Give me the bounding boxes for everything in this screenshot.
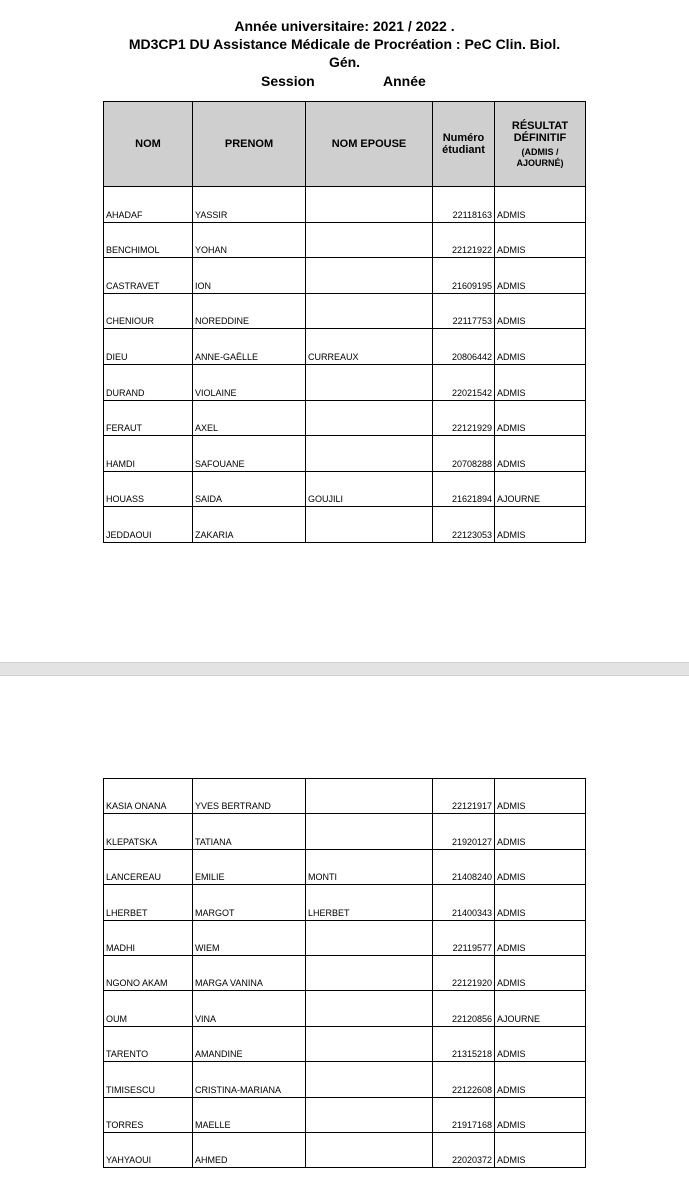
cell-numero-etudiant: 22121920 bbox=[433, 955, 495, 990]
cell-prenom: TATIANA bbox=[193, 814, 306, 849]
cell-resultat: AJOURNE bbox=[495, 991, 586, 1026]
cell-resultat: ADMIS bbox=[495, 507, 586, 543]
table-row bbox=[104, 471, 586, 507]
cell-nom: TORRES bbox=[104, 1097, 193, 1132]
cell-numero-etudiant: 22121929 bbox=[433, 400, 495, 436]
cell-nom: BENCHIMOL bbox=[104, 222, 193, 258]
cell-resultat: ADMIS bbox=[495, 436, 586, 472]
cell-nom: CASTRAVET bbox=[104, 258, 193, 294]
column-header-numero bbox=[433, 102, 495, 187]
cell-nom: KLEPATSKA bbox=[104, 814, 193, 849]
cell-nom-epouse bbox=[306, 507, 433, 543]
cell-nom: FERAUT bbox=[104, 400, 193, 436]
cell-nom: MADHI bbox=[104, 920, 193, 955]
cell-resultat: ADMIS bbox=[495, 1132, 586, 1167]
cell-numero-etudiant: 21400343 bbox=[433, 885, 495, 920]
table-row bbox=[104, 955, 586, 990]
cell-nom: TIMISESCU bbox=[104, 1062, 193, 1097]
cell-numero-etudiant: 22120856 bbox=[433, 991, 495, 1026]
cell-nom: AHADAF bbox=[104, 187, 193, 223]
cell-prenom: YASSIR bbox=[193, 187, 306, 223]
cell-nom-epouse bbox=[306, 187, 433, 223]
cell-resultat: ADMIS bbox=[495, 400, 586, 436]
cell-nom-epouse bbox=[306, 991, 433, 1026]
cell-resultat: ADMIS bbox=[495, 329, 586, 365]
cell-numero-etudiant: 20806442 bbox=[433, 329, 495, 365]
table-row bbox=[104, 222, 586, 258]
table-row bbox=[104, 507, 586, 543]
cell-prenom: ION bbox=[193, 258, 306, 294]
column-header-resultat bbox=[495, 102, 586, 187]
cell-nom-epouse bbox=[306, 955, 433, 990]
cell-nom: KASIA ONANA bbox=[104, 779, 193, 814]
table-row bbox=[104, 920, 586, 955]
cell-nom: DURAND bbox=[104, 364, 193, 400]
cell-prenom: AXEL bbox=[193, 400, 306, 436]
table-row bbox=[104, 293, 586, 329]
title-academic-year: Année universitaire: 2021 / 2022 . bbox=[234, 18, 455, 34]
cell-numero-etudiant: 22122608 bbox=[433, 1062, 495, 1097]
cell-prenom: YVES BERTRAND bbox=[193, 779, 306, 814]
cell-nom: LANCEREAU bbox=[104, 849, 193, 884]
cell-resultat: ADMIS bbox=[495, 364, 586, 400]
table-row bbox=[104, 814, 586, 849]
cell-resultat: ADMIS bbox=[495, 1062, 586, 1097]
table-body-page-2 bbox=[104, 779, 586, 1168]
cell-nom-epouse bbox=[306, 1062, 433, 1097]
table-row bbox=[104, 1097, 586, 1132]
cell-numero-etudiant: 22121922 bbox=[433, 222, 495, 258]
cell-resultat: AJOURNE bbox=[495, 471, 586, 507]
cell-resultat: ADMIS bbox=[495, 293, 586, 329]
table-row bbox=[104, 400, 586, 436]
cell-prenom: AMANDINE bbox=[193, 1026, 306, 1061]
cell-prenom: SAIDA bbox=[193, 471, 306, 507]
cell-nom-epouse bbox=[306, 814, 433, 849]
resultat-header-line3: (ADMIS / bbox=[521, 146, 559, 157]
table-row bbox=[104, 329, 586, 365]
cell-prenom: MARGOT bbox=[193, 885, 306, 920]
cell-numero-etudiant: 22021542 bbox=[433, 364, 495, 400]
table-row bbox=[104, 1062, 586, 1097]
document-page-2 bbox=[0, 676, 689, 1200]
results-table-page-2 bbox=[103, 778, 586, 1168]
cell-nom: DIEU bbox=[104, 329, 193, 365]
cell-nom-epouse: CURREAUX bbox=[306, 329, 433, 365]
cell-nom: YAHYAOUI bbox=[104, 1132, 193, 1167]
table-row bbox=[104, 779, 586, 814]
document-title bbox=[0, 17, 689, 71]
table-row bbox=[104, 849, 586, 884]
cell-nom: HOUASS bbox=[104, 471, 193, 507]
cell-prenom: VIOLAINE bbox=[193, 364, 306, 400]
annee-label: Année bbox=[383, 73, 426, 89]
cell-nom-epouse: MONTI bbox=[306, 849, 433, 884]
cell-resultat: ADMIS bbox=[495, 258, 586, 294]
cell-prenom: NOREDDINE bbox=[193, 293, 306, 329]
table-row bbox=[104, 436, 586, 472]
numero-header-line1: Numéro bbox=[442, 132, 485, 144]
cell-nom: CHENIOUR bbox=[104, 293, 193, 329]
cell-prenom: EMILIE bbox=[193, 849, 306, 884]
table-row bbox=[104, 187, 586, 223]
cell-nom-epouse bbox=[306, 400, 433, 436]
cell-prenom: YOHAN bbox=[193, 222, 306, 258]
cell-resultat: ADMIS bbox=[495, 222, 586, 258]
cell-nom-epouse bbox=[306, 920, 433, 955]
resultat-header-line2: DÉFINITIF bbox=[513, 131, 567, 144]
cell-numero-etudiant: 22119577 bbox=[433, 920, 495, 955]
cell-numero-etudiant: 22020372 bbox=[433, 1132, 495, 1167]
cell-numero-etudiant: 22123053 bbox=[433, 507, 495, 543]
cell-nom-epouse bbox=[306, 1097, 433, 1132]
cell-numero-etudiant: 21920127 bbox=[433, 814, 495, 849]
numero-header-line2: étudiant bbox=[442, 144, 485, 156]
cell-nom-epouse bbox=[306, 258, 433, 294]
cell-nom-epouse bbox=[306, 436, 433, 472]
cell-prenom: MARGA VANINA bbox=[193, 955, 306, 990]
cell-nom-epouse bbox=[306, 293, 433, 329]
cell-resultat: ADMIS bbox=[495, 955, 586, 990]
results-table-page-1 bbox=[103, 101, 586, 543]
cell-numero-etudiant: 21621894 bbox=[433, 471, 495, 507]
column-header-prenom: PRENOM bbox=[193, 102, 306, 187]
table-row bbox=[104, 991, 586, 1026]
title-diploma-continued: Gén. bbox=[328, 54, 361, 70]
table-row bbox=[104, 885, 586, 920]
session-label: Session bbox=[261, 73, 315, 89]
cell-prenom: MAELLE bbox=[193, 1097, 306, 1132]
cell-resultat: ADMIS bbox=[495, 849, 586, 884]
cell-numero-etudiant: 22117753 bbox=[433, 293, 495, 329]
cell-prenom: AHMED bbox=[193, 1132, 306, 1167]
table-row bbox=[104, 1132, 586, 1167]
cell-prenom: WIEM bbox=[193, 920, 306, 955]
cell-numero-etudiant: 20708288 bbox=[433, 436, 495, 472]
resultat-header-line1: RÉSULTAT bbox=[511, 119, 569, 132]
cell-nom: OUM bbox=[104, 991, 193, 1026]
cell-nom-epouse bbox=[306, 1132, 433, 1167]
column-header-nom: NOM bbox=[104, 102, 193, 187]
cell-numero-etudiant: 22121917 bbox=[433, 779, 495, 814]
cell-resultat: ADMIS bbox=[495, 1097, 586, 1132]
cell-nom-epouse bbox=[306, 222, 433, 258]
table-row bbox=[104, 258, 586, 294]
cell-nom-epouse bbox=[306, 1026, 433, 1061]
cell-resultat: ADMIS bbox=[495, 885, 586, 920]
column-header-nom-epouse: NOM EPOUSE bbox=[306, 102, 433, 187]
cell-numero-etudiant: 21609195 bbox=[433, 258, 495, 294]
page-separator bbox=[0, 662, 689, 676]
cell-nom: NGONO AKAM bbox=[104, 955, 193, 990]
cell-prenom: SAFOUANE bbox=[193, 436, 306, 472]
cell-numero-etudiant: 22118163 bbox=[433, 187, 495, 223]
table-body-page-1 bbox=[104, 187, 586, 543]
cell-resultat: ADMIS bbox=[495, 920, 586, 955]
table-row bbox=[104, 1026, 586, 1061]
cell-nom: JEDDAOUI bbox=[104, 507, 193, 543]
cell-prenom: ZAKARIA bbox=[193, 507, 306, 543]
cell-nom-epouse bbox=[306, 364, 433, 400]
cell-nom: HAMDI bbox=[104, 436, 193, 472]
title-diploma: MD3CP1 DU Assistance Médicale de Procréation : PeC Clin. Biol. bbox=[128, 36, 561, 52]
cell-prenom: VINA bbox=[193, 991, 306, 1026]
cell-nom-epouse: LHERBET bbox=[306, 885, 433, 920]
cell-nom-epouse bbox=[306, 779, 433, 814]
cell-prenom: CRISTINA-MARIANA bbox=[193, 1062, 306, 1097]
cell-numero-etudiant: 21408240 bbox=[433, 849, 495, 884]
cell-resultat: ADMIS bbox=[495, 1026, 586, 1061]
cell-nom: LHERBET bbox=[104, 885, 193, 920]
cell-resultat: ADMIS bbox=[495, 779, 586, 814]
cell-numero-etudiant: 21315218 bbox=[433, 1026, 495, 1061]
table-row bbox=[104, 364, 586, 400]
cell-numero-etudiant: 21917168 bbox=[433, 1097, 495, 1132]
table-header-row bbox=[104, 102, 586, 187]
cell-resultat: ADMIS bbox=[495, 814, 586, 849]
resultat-header-line4: AJOURNÉ) bbox=[516, 157, 564, 168]
cell-nom: TARENTO bbox=[104, 1026, 193, 1061]
cell-resultat: ADMIS bbox=[495, 187, 586, 223]
resultat-header-sub bbox=[495, 147, 585, 169]
cell-nom-epouse: GOUJILI bbox=[306, 471, 433, 507]
cell-prenom: ANNE-GAËLLE bbox=[193, 329, 306, 365]
